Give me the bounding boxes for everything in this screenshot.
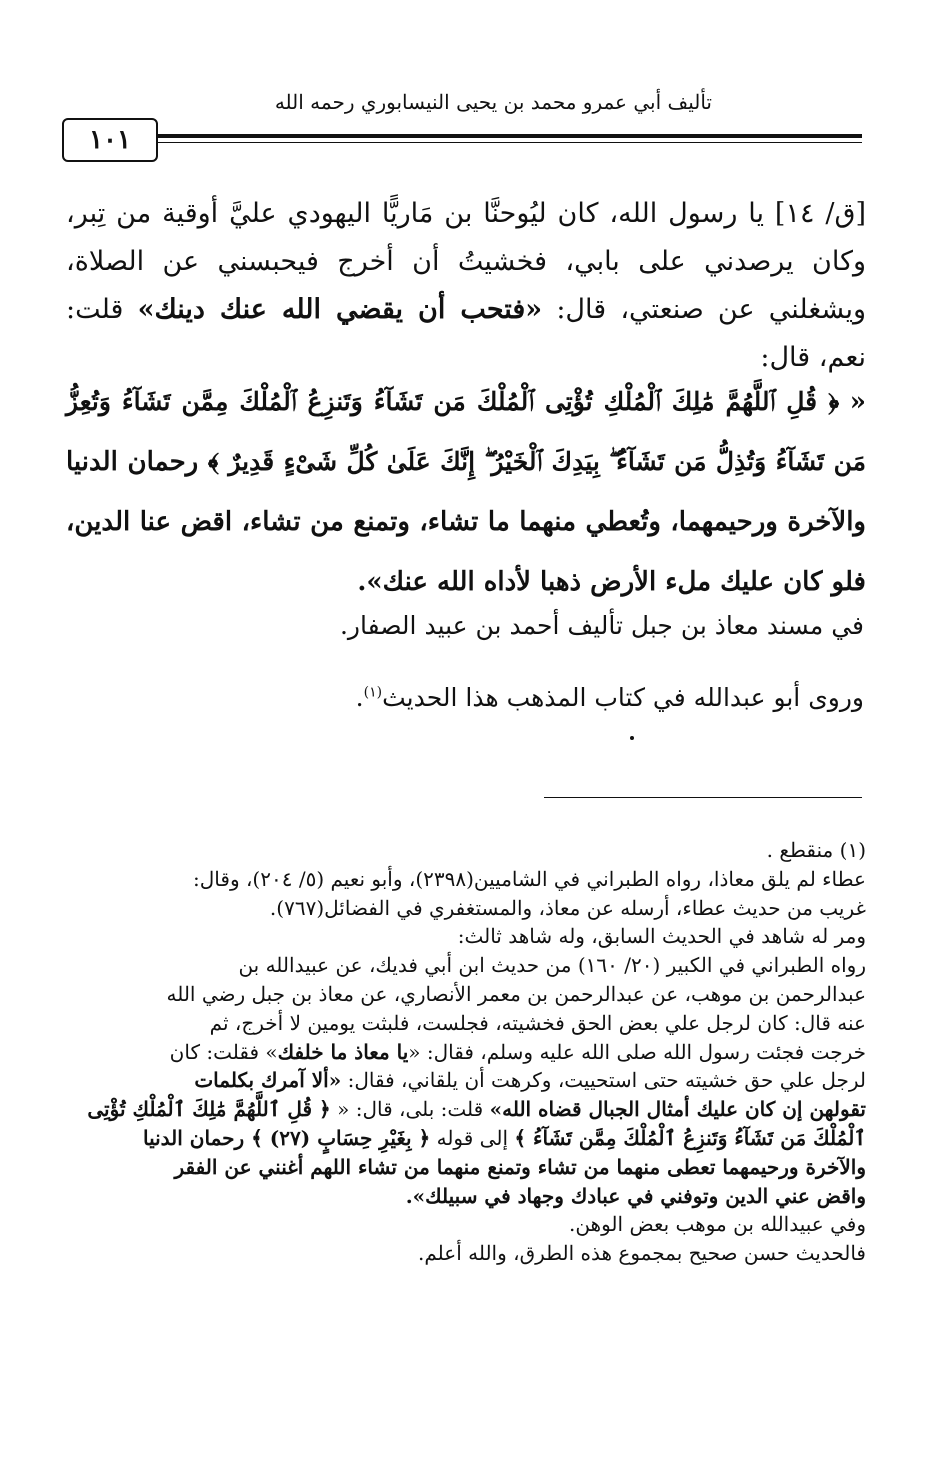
footnote-line bbox=[66, 1124, 866, 1153]
footnote-line: وفي عبيدالله بن موهب بعض الوهن. bbox=[568, 1212, 866, 1237]
footnote-text: » فقلت: كان bbox=[169, 1039, 278, 1064]
footnote-line bbox=[66, 1095, 866, 1124]
stray-dot bbox=[630, 736, 634, 740]
footnote-bold-quote: رحمان الدنيا bbox=[142, 1125, 252, 1150]
footnote-quran-verse: ﴿ بِغَيْرِ حِسَابٍ (٢٧) ﴾ bbox=[251, 1125, 431, 1150]
footnote-text: إلى قوله bbox=[430, 1125, 515, 1150]
riwaya-text: وروى أبو عبدالله في كتاب المذهب هذا الحديث bbox=[382, 683, 864, 712]
intro-text-start: [ق/ ١٤] يا رسول الله، كان ليُوحنَّا بن مَاريًّا اليهودي عليَّ أوقية من تِبر، وكان يرصدني على بابي، فخشيتُ أن أخرج فيحبسني عن الصلاة، ويشغلني عن صنعتي، قال: bbox=[66, 198, 866, 325]
footnote-line: فالحديث حسن صحيح بمجموع هذه الطرق، والله أعلم. bbox=[417, 1241, 866, 1266]
riwaya-line bbox=[356, 683, 864, 712]
footnote-bold-quote: يا معاذ ما خلفك bbox=[277, 1039, 409, 1064]
footnote-text: لرجل علي حق خشيته حتى استحييت، وكرهت أن يلقاني، فقال: bbox=[341, 1068, 866, 1093]
footnote-line bbox=[66, 1038, 866, 1067]
intro-text-end: قلت: نعم، قال: bbox=[66, 294, 866, 373]
prayer-text: رحمان الدنيا والآخرة ورحيمهما، وتُعطي منهما ما تشاء، وتمنع من تشاء، اقض عنا الدين، فلو كان عليك ملء الأرض ذهبا لأداه الله عنك». bbox=[66, 447, 866, 597]
header-rule-thin bbox=[150, 142, 862, 143]
intro-paragraph bbox=[66, 190, 866, 382]
footnote-line: رواه الطبراني في الكبير (٢٠/ ١٦٠) من حديث ابن أبي فديك، عن عبيدالله بن bbox=[238, 953, 866, 978]
prayer-open-quote: « bbox=[849, 387, 867, 417]
footnote-line: (١) منقطع . bbox=[766, 838, 866, 862]
footnote-text: خرجت فجئت رسول الله صلى الله عليه وسلم، فقال: « bbox=[408, 1039, 866, 1064]
musnad-line: في مسند معاذ بن جبل تأليف أحمد بن عبيد الصفار. bbox=[339, 611, 864, 640]
footnote-line: والآخرة ورحيمهما تعطى منهما من تشاء وتمنع منهما من تشاء اللهم أغنني عن الفقر bbox=[174, 1154, 866, 1179]
footnote-line: واقض عني الدين وتوفني في عبادك وجهاد في سبيلك». bbox=[405, 1183, 866, 1208]
footnote-line: عبدالرحمن بن موهب، عن عبدالرحمن بن معمر الأنصاري، عن معاذ بن جبل رضي الله bbox=[166, 981, 866, 1006]
footnote-line: عنه قال: كان لرجل علي بعض الحق فخشيته، فجلست، فلبثت يومين لا أخرج، ثم bbox=[209, 1010, 866, 1035]
prophet-quote: «فتحب أن يقضي الله عنك دينك» bbox=[137, 294, 543, 325]
footnote-line bbox=[66, 1066, 866, 1095]
footnote-bold-quote: «ألا آمرك بكلمات bbox=[194, 1068, 342, 1093]
quran-verse: ﴿ قُلِ ٱللَّهُمَّ مَٰلِكَ ٱلْمُلْكِ تُؤْتِى ٱلْمُلْكَ مَن تَشَآءُ وَتَنزِعُ ٱلْمُلْكَ مِمَّن تَشَآءُ وَتُعِزُّ مَن تَشَآءُ وَتُذِلُّ مَن تَشَآءُ ۖ بِيَدِكَ ٱلْخَيْرُ ۖ إِنَّكَ عَلَىٰ كُلِّ شَىْءٍ قَدِيرٌ ﴾ bbox=[66, 387, 866, 476]
footnote-separator bbox=[544, 797, 862, 798]
footnote-line: غريب من حديث عطاء، أرسله عن معاذ، والمستغفري في الفضائل(٧٦٧). bbox=[269, 895, 866, 920]
riwaya-end: . bbox=[355, 683, 364, 712]
footnote-line: ومر له شاهد في الحديث السابق، وله شاهد ثالث: bbox=[457, 924, 866, 949]
prayer-paragraph bbox=[66, 372, 866, 612]
running-header-title: تأليف أبي عمرو محمد بن يحيى النيسابوري رحمه الله bbox=[274, 90, 712, 114]
header-rule-thick bbox=[150, 134, 862, 138]
footnotes bbox=[66, 836, 866, 1268]
footnote-line: عطاء لم يلق معاذا، رواه الطبراني في الشاميين(٢٣٩٨)، وأبو نعيم (٥/ ٢٠٤)، وقال: bbox=[193, 866, 866, 891]
footnote-quran-verse: ﴿ قُلِ ٱللَّهُمَّ مَٰلِكَ ٱلْمُلْكِ تُؤْتِى bbox=[87, 1097, 331, 1122]
footnote-text: قلت: بلى، قال: « bbox=[330, 1097, 490, 1122]
footnote-reference: (١) bbox=[363, 684, 383, 701]
page-number: ١٠١ bbox=[62, 118, 158, 162]
footnote-quran-verse: ٱلْمُلْكَ مَن تَشَآءُ وَتَنزِعُ ٱلْمُلْكَ مِمَّن تَشَآءُ ﴾ bbox=[514, 1125, 866, 1150]
footnote-bold-quote: تقولهن إن كان عليك أمثال الجبال قضاه الله» bbox=[489, 1097, 866, 1122]
